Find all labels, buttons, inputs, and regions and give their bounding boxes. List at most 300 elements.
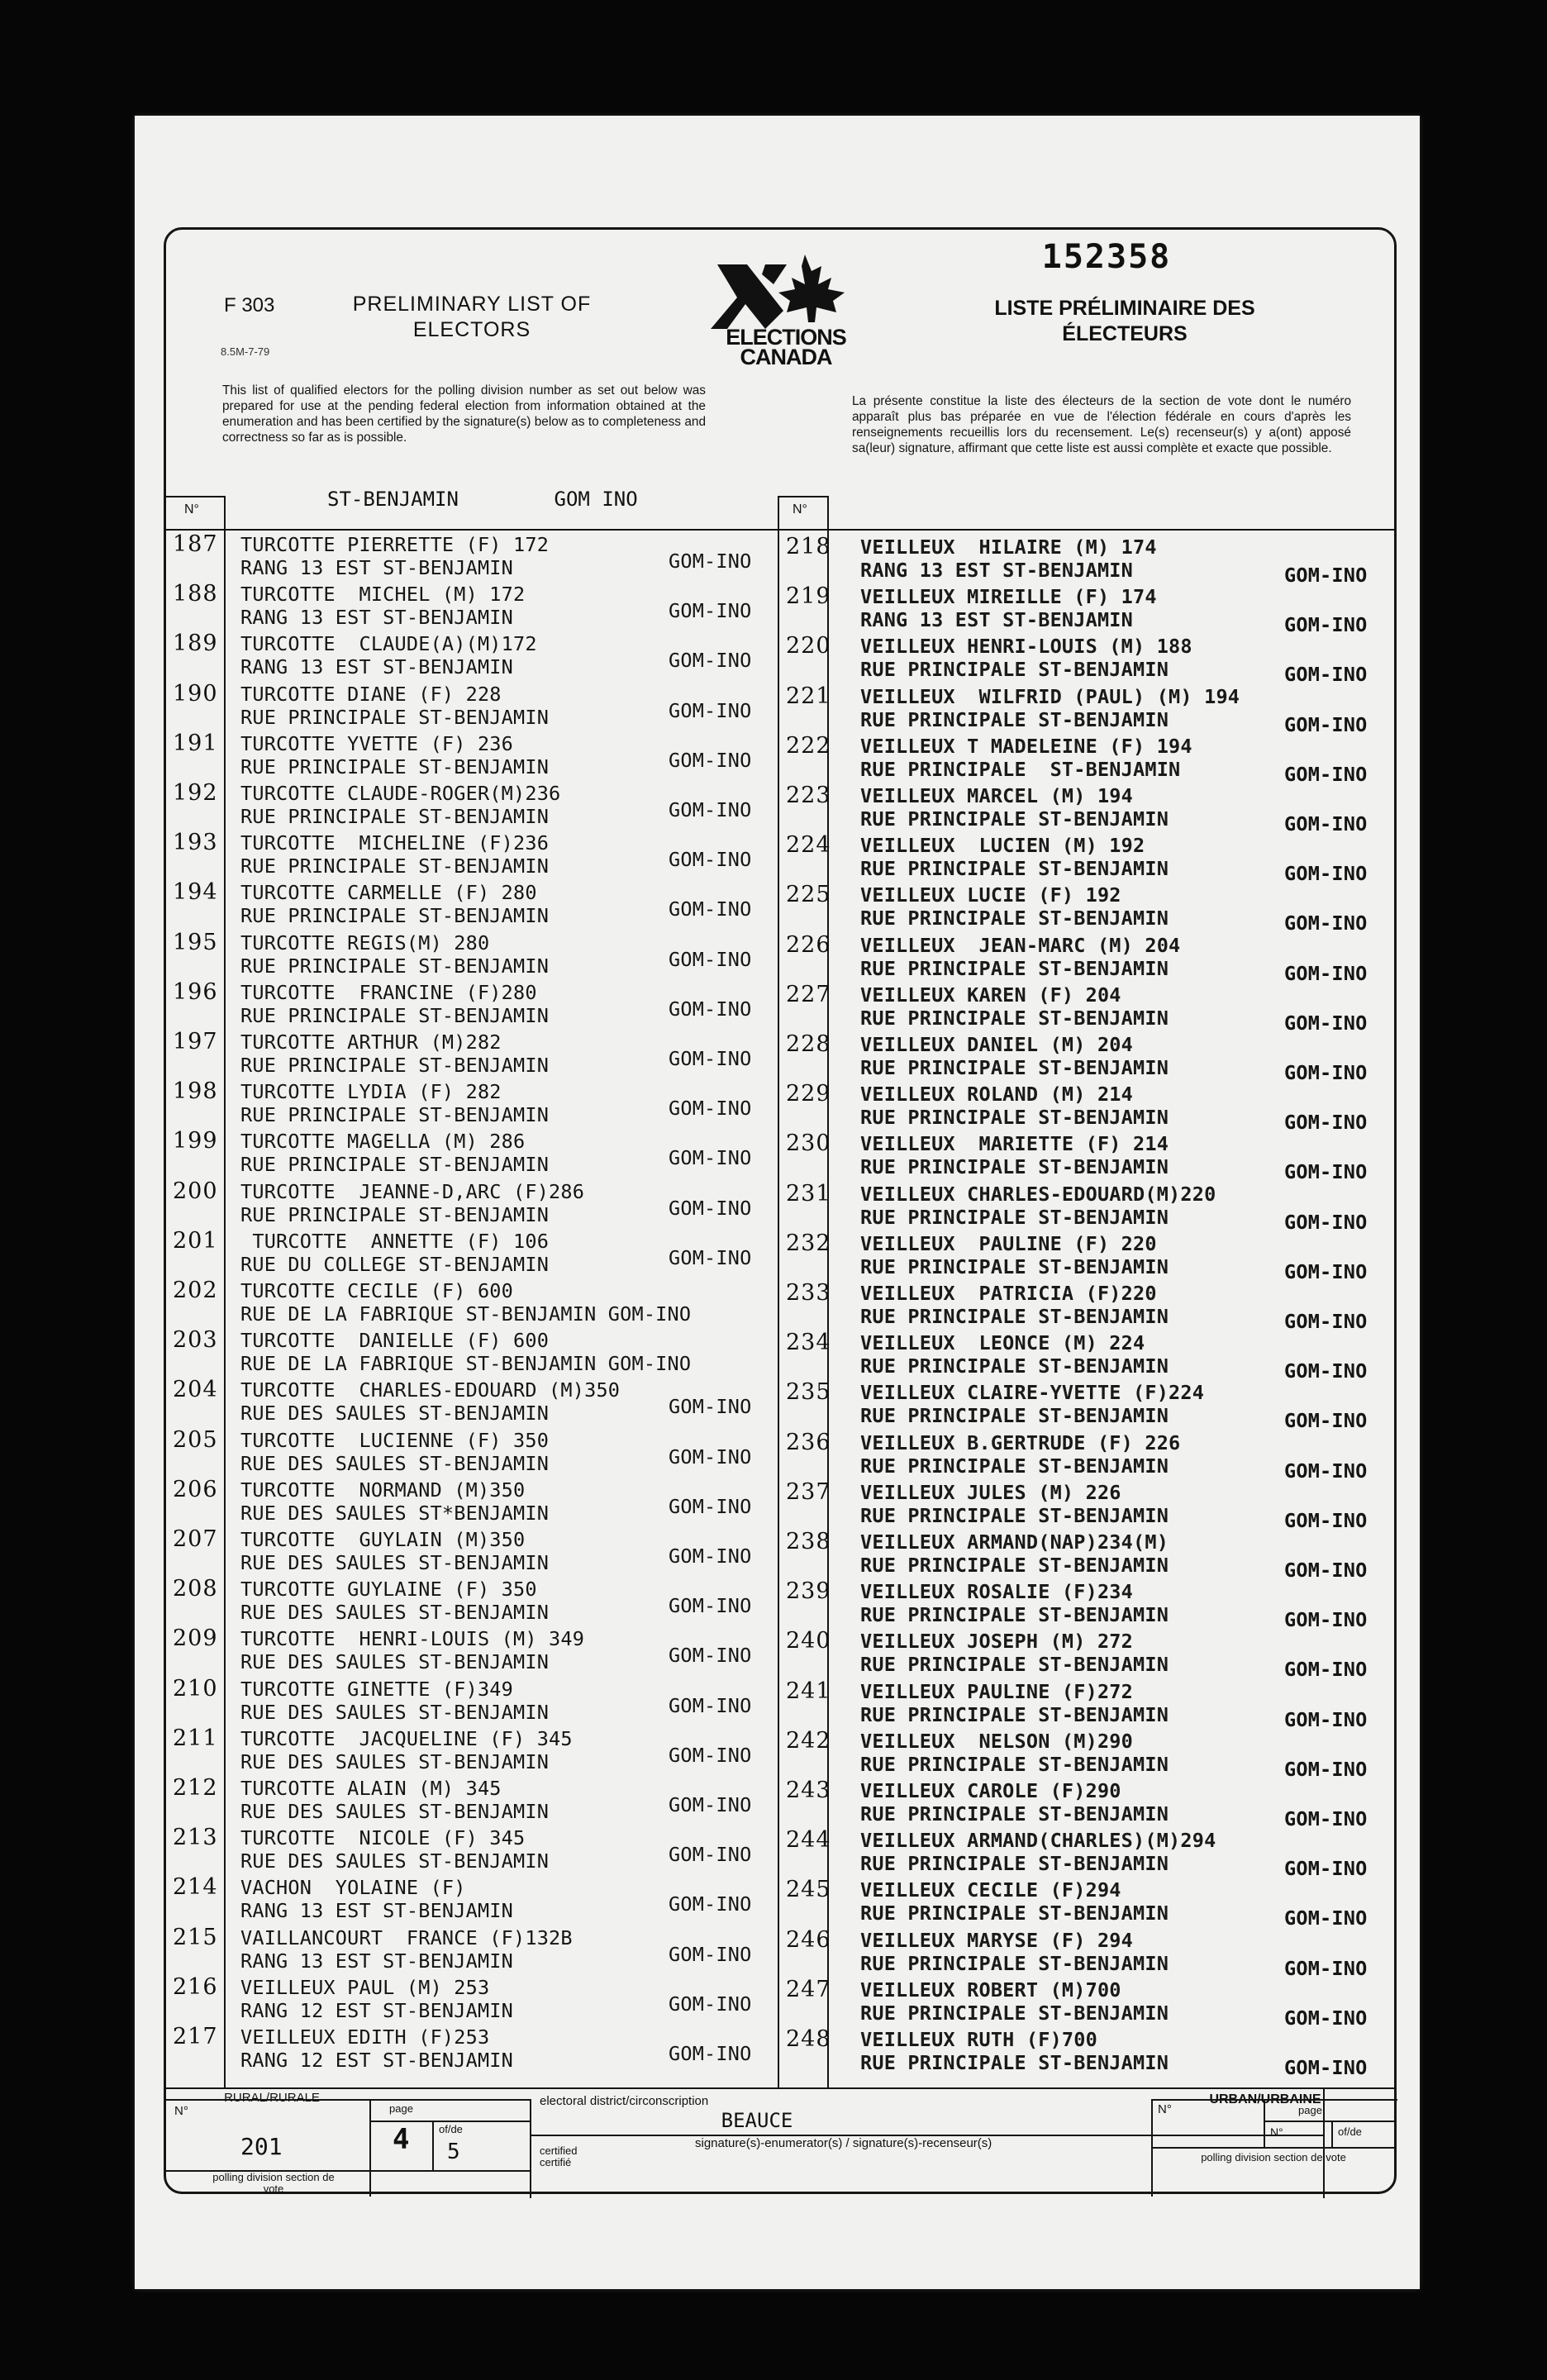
elector-address: RUE PRINCIPALE ST-BENJAMIN	[860, 1254, 1169, 1278]
elector-name: TURCOTTE FRANCINE (F)280	[240, 980, 537, 1004]
elector-number: 214	[173, 1874, 218, 1901]
elector-number: 248	[786, 2026, 831, 2052]
elector-name: VEILLEUX B.GERTRUDE (F) 226	[860, 1430, 1181, 1454]
elector-name: VEILLEUX PATRICIA (F)220	[860, 1282, 1157, 1305]
elector-address: RUE PRINCIPALE ST-BENJAMIN	[860, 1106, 1169, 1130]
elector-name: TURCOTTE JEANNE-D,ARC (F)286	[240, 1179, 585, 1203]
elector-entry	[166, 1675, 1396, 1731]
elector-name: TURCOTTE CLAUDE(A)(M)172	[240, 632, 537, 656]
elector-entry	[166, 1476, 1396, 1532]
elector-name: TURCOTTE CECILE (F) 600	[240, 1279, 514, 1302]
elector-address: RUE PRINCIPALE ST-BENJAMIN	[860, 1852, 1169, 1876]
elector-number: 241	[786, 1678, 831, 1704]
elector-number: 203	[173, 1327, 218, 1354]
elector-address: RUE PRINCIPALE ST-BENJAMIN	[860, 1603, 1169, 1627]
elector-municipality: GOM-INO	[1284, 762, 1368, 786]
elector-municipality: GOM-INO	[1284, 1608, 1368, 1632]
elector-name: TURCOTTE ANNETTE (F) 106	[240, 1229, 550, 1253]
urban-divider-1	[1264, 2099, 1265, 2147]
elector-name: VEILLEUX JOSEPH (M) 272	[860, 1630, 1134, 1654]
elector-number: 238	[786, 1529, 831, 1554]
elector-address: RANG 12 EST ST-BENJAMIN	[240, 1998, 514, 2022]
elector-municipality: GOM-INO	[669, 1545, 752, 1568]
serial-number: 152358	[1041, 238, 1172, 276]
elector-name: TURCOTTE NICOLE (F) 345	[240, 1826, 526, 1850]
elector-name: VEILLEUX CECILE (F)294	[860, 1878, 1121, 1902]
elector-number: 204	[173, 1377, 218, 1403]
elector-address: RUE PRINCIPALE ST-BENJAMIN	[860, 1454, 1169, 1478]
elector-address: RUE PRINCIPALE ST-BENJAMIN	[240, 1003, 550, 1027]
elector-address: RUE PRINCIPALE ST-BENJAMIN	[860, 1902, 1169, 1925]
elector-number: 240	[786, 1628, 831, 1654]
elector-entry	[166, 1379, 1396, 1433]
elector-entry	[166, 1081, 1396, 1135]
urban-page-no-label: N°	[1270, 2125, 1283, 2139]
print-code: 8.5M-7-79	[221, 345, 270, 358]
elector-address: RUE PRINCIPALE ST-BENJAMIN	[860, 1205, 1169, 1229]
elector-address: RUE PRINCIPALE ST-BENJAMIN	[240, 754, 550, 778]
notice-english: This list of qualified electors for the polling division number as set out below was prepared for use at the pending federal election from information obtained at the enumeration and has been certified by the signature(s) below as to completeness and correctness so far as is possible.	[222, 383, 706, 445]
elector-entry	[166, 1529, 1396, 1582]
elector-name: VEILLEUX MARCEL (M) 194	[860, 784, 1134, 807]
elector-number: 223	[786, 783, 831, 808]
elector-address: RUE DES SAULES ST-BENJAMIN	[240, 1749, 550, 1773]
elector-address: RUE PRINCIPALE ST-BENJAMIN	[240, 954, 550, 978]
elector-entry	[166, 1976, 1396, 2030]
elector-address: RUE PRINCIPALE ST-BENJAMIN	[860, 1155, 1169, 1179]
elector-entry	[166, 2026, 1396, 2079]
left-number-header: N°	[184, 502, 199, 516]
urban-no-label: N°	[1158, 2102, 1172, 2116]
elector-number: 217	[173, 2024, 218, 2049]
elector-municipality: GOM-INO	[669, 698, 752, 722]
elector-municipality: GOM-INO	[669, 1146, 752, 1170]
elector-number: 225	[786, 882, 831, 908]
elector-name: VEILLEUX HILAIRE (M) 174	[860, 536, 1157, 559]
elector-address: RUE PRINCIPALE ST-BENJAMIN	[240, 904, 550, 928]
elector-name: TURCOTTE DIANE (F) 228	[240, 682, 502, 706]
elector-name: TURCOTTE JACQUELINE (F) 345	[240, 1726, 573, 1750]
elector-entry	[166, 1628, 1396, 1682]
elector-name: TURCOTTE MICHEL (M) 172	[240, 583, 526, 607]
elector-municipality: GOM-INO	[669, 1047, 752, 1070]
elector-municipality: GOM-INO	[1284, 812, 1368, 835]
elector-entry	[166, 730, 1396, 786]
elector-number: 201	[173, 1227, 218, 1254]
elector-address: RUE PRINCIPALE ST-BENJAMIN	[240, 1103, 550, 1127]
elector-number: 191	[173, 730, 218, 756]
elector-municipality: GOM-INO	[1284, 2056, 1368, 2079]
elector-name: VEILLEUX ARMAND(CHARLES)(M)294	[860, 1829, 1216, 1853]
elector-municipality: GOM-INO	[1284, 613, 1368, 637]
elector-address: RUE PRINCIPALE ST-BENJAMIN	[860, 1554, 1169, 1577]
elector-municipality: GOM-INO	[1284, 1956, 1368, 1980]
rural-label: RURAL/RURALE	[224, 2091, 320, 2105]
elector-entry	[166, 1429, 1396, 1483]
elector-number: 218	[786, 534, 831, 559]
elector-municipality: GOM-INO	[669, 1097, 752, 1121]
elector-address: RUE DE LA FABRIQUE ST-BENJAMIN GOM-INO	[240, 1302, 692, 1326]
elector-name: VEILLEUX NELSON (M)290	[860, 1729, 1134, 1753]
elector-number: 232	[786, 1230, 831, 1256]
elector-name: VEILLEUX EDITH (F)253	[240, 2025, 490, 2049]
elector-number: 199	[173, 1128, 218, 1154]
elector-name: VAILLANCOURT FRANCE (F)132B	[240, 1925, 573, 1949]
logo-text-canada: CANADA	[740, 345, 832, 369]
elector-address: RUE PRINCIPALE ST-BENJAMIN	[860, 1305, 1169, 1328]
elector-number: 210	[173, 1675, 218, 1702]
urban-page-rule	[1264, 2121, 1396, 2122]
rural-box-divider	[369, 2099, 371, 2197]
elector-number: 213	[173, 1825, 218, 1851]
elector-name: VEILLEUX PAULINE (F)272	[860, 1679, 1134, 1703]
polling-number: 201	[240, 2133, 283, 2160]
elector-number: 195	[173, 929, 218, 955]
elector-municipality: GOM-INO	[669, 1395, 752, 1419]
elector-address: RUE PRINCIPALE ST-BENJAMIN	[860, 2001, 1169, 2025]
elector-municipality: GOM-INO	[1284, 564, 1368, 587]
elector-entry	[166, 583, 1396, 637]
elector-municipality: GOM-INO	[669, 1992, 752, 2016]
elector-entry	[166, 981, 1396, 1035]
elector-municipality: GOM-INO	[1284, 1906, 1368, 1930]
notice-french: La présente constitue la liste des électeurs de la section de vote dont le numéro apparaît plus bas préparée en vue de l'élection fédérale en cours d'après les renseignements recueillis lors du recensement. Le(s) recenseur(s) y a(ont) apposé sa(leur) signature, affirmant que cette liste est aussi complète et exacte que possible.	[852, 394, 1351, 455]
elector-number: 211	[173, 1725, 218, 1751]
elector-name: VEILLEUX ARMAND(NAP)234(M)	[860, 1530, 1169, 1554]
elector-address: RUE DES SAULES ST-BENJAMIN	[240, 1551, 550, 1574]
elector-municipality: GOM-INO	[669, 649, 752, 673]
district-label: electoral district/circonscription	[540, 2094, 709, 2108]
elector-name: TURCOTTE ALAIN (M) 345	[240, 1777, 502, 1800]
elector-name: VEILLEUX MARIETTE (F) 214	[860, 1132, 1169, 1156]
elector-name: VEILLEUX PAUL (M) 253	[240, 1975, 490, 1999]
electors-list-form	[164, 227, 1397, 2194]
elector-municipality: GOM-INO	[669, 848, 752, 872]
elector-address: RUE PRINCIPALE ST-BENJAMIN	[860, 956, 1169, 980]
elector-number: 247	[786, 1976, 831, 2002]
elector-municipality: GOM-INO	[1284, 1111, 1368, 1135]
elector-name: TURCOTTE GINETTE (F)349	[240, 1677, 514, 1701]
logo-wordmark	[707, 327, 864, 367]
rural-page-label: page	[389, 2102, 413, 2115]
elector-municipality: GOM-INO	[669, 1494, 752, 1518]
elector-address: RUE DES SAULES ST-BENJAMIN	[240, 1650, 550, 1674]
elector-entry	[166, 1227, 1396, 1283]
elector-municipality: GOM-INO	[1284, 712, 1368, 736]
urban-of-label: of/de	[1338, 2125, 1362, 2138]
elector-number: 235	[786, 1379, 831, 1406]
elector-municipality: GOM-INO	[669, 748, 752, 772]
elector-entry	[166, 1031, 1396, 1084]
elector-address: RUE PRINCIPALE ST-BENJAMIN	[860, 1404, 1169, 1428]
elector-municipality: GOM-INO	[669, 1594, 752, 1618]
elector-address: RUE PRINCIPALE ST-BENJAMIN	[860, 1354, 1169, 1378]
elector-municipality: GOM-INO	[1284, 1508, 1368, 1532]
elector-name: VEILLEUX ROLAND (M) 214	[860, 1083, 1134, 1107]
elector-entry	[166, 832, 1396, 886]
elector-municipality: GOM-INO	[1284, 1658, 1368, 1682]
elector-number: 212	[173, 1775, 218, 1801]
elector-name: VEILLEUX JEAN-MARC (M) 204	[860, 933, 1181, 957]
elector-address: RANG 12 EST ST-BENJAMIN	[240, 2049, 514, 2072]
elector-entry	[166, 1778, 1396, 1830]
elector-municipality: GOM-INO	[1284, 1707, 1368, 1731]
elector-number: 244	[786, 1827, 831, 1854]
elector-address: RUE DES SAULES ST-BENJAMIN	[240, 1451, 550, 1475]
elector-name: VEILLEUX LUCIEN (M) 192	[860, 834, 1145, 858]
elector-name: TURCOTTE ARTHUR (M)282	[240, 1031, 502, 1054]
elector-entry	[166, 1130, 1396, 1184]
elector-entry	[166, 1827, 1396, 1881]
elector-number: 207	[173, 1526, 218, 1552]
elector-address: RUE DES SAULES ST-BENJAMIN	[240, 1700, 550, 1724]
elector-municipality: GOM-INO	[1284, 1757, 1368, 1781]
elector-number: 200	[173, 1178, 218, 1204]
elector-municipality: GOM-INO	[1284, 1160, 1368, 1184]
elector-number: 245	[786, 1877, 831, 1903]
elector-municipality: GOM-INO	[1284, 1359, 1368, 1383]
elector-name: TURCOTTE CARMELLE (F) 280	[240, 881, 537, 905]
elector-number: 226	[786, 931, 831, 958]
elector-name: TURCOTTE LUCIENNE (F) 350	[240, 1428, 550, 1452]
page-number: 4	[393, 2123, 410, 2156]
elector-name: VEILLEUX CHARLES-EDOUARD(M)220	[860, 1182, 1216, 1206]
elector-number: 224	[786, 832, 831, 859]
elector-name: VEILLEUX KAREN (F) 204	[860, 983, 1121, 1007]
elector-name: VEILLEUX T MADELEINE (F) 194	[860, 734, 1192, 758]
right-number-box-top	[778, 496, 827, 497]
elector-municipality: GOM-INO	[1284, 961, 1368, 985]
elector-municipality: GOM-INO	[1284, 2006, 1368, 2030]
elector-number: 233	[786, 1280, 831, 1306]
elector-address: RUE PRINCIPALE ST-BENJAMIN	[860, 907, 1169, 931]
elector-address: RUE PRINCIPALE ST-BENJAMIN	[860, 1056, 1169, 1079]
elector-number: 197	[173, 1029, 218, 1054]
elector-number: 227	[786, 981, 831, 1007]
elector-number: 230	[786, 1130, 831, 1157]
elector-name: VEILLEUX MIREILLE (F) 174	[860, 585, 1157, 609]
elector-municipality: GOM-INO	[669, 897, 752, 921]
elector-name: TURCOTTE CHARLES-EDOUARD (M)350	[240, 1378, 621, 1402]
elector-municipality: GOM-INO	[1284, 1807, 1368, 1830]
elector-number: 202	[173, 1278, 218, 1303]
elector-municipality: GOM-INO	[1284, 1210, 1368, 1234]
elector-name: VEILLEUX PAULINE (F) 220	[860, 1231, 1157, 1255]
elector-municipality: GOM-INO	[1284, 663, 1368, 687]
elector-municipality: GOM-INO	[1284, 1011, 1368, 1035]
elector-entry	[166, 1877, 1396, 1930]
elector-name: VEILLEUX ROSALIE (F)234	[860, 1580, 1134, 1604]
division-label: ST-BENJAMIN GOM INO	[327, 488, 638, 511]
elector-entry	[166, 633, 1396, 687]
elector-municipality: GOM-INO	[1284, 1061, 1368, 1084]
elector-number: 188	[173, 581, 218, 607]
elector-number: 236	[786, 1429, 831, 1455]
elector-address: RUE DE LA FABRIQUE ST-BENJAMIN GOM-INO	[240, 1352, 692, 1376]
elector-address: RUE PRINCIPALE ST-BENJAMIN	[860, 757, 1181, 781]
elector-municipality: GOM-INO	[1284, 1559, 1368, 1582]
elector-address: RUE PRINCIPALE ST-BENJAMIN	[240, 1054, 550, 1077]
page-total: 5	[447, 2140, 460, 2164]
elector-municipality: GOM-INO	[1284, 1310, 1368, 1333]
elector-address: RUE PRINCIPALE ST-BENJAMIN	[240, 1202, 550, 1226]
elector-address: RUE DU COLLEGE ST-BENJAMIN	[240, 1252, 550, 1276]
elector-address: RUE PRINCIPALE ST-BENJAMIN	[860, 857, 1169, 881]
elector-entry	[166, 929, 1396, 985]
elector-municipality: GOM-INO	[669, 550, 752, 573]
elector-number: 198	[173, 1078, 218, 1105]
left-number-box-top	[166, 496, 224, 497]
elector-municipality: GOM-INO	[669, 1843, 752, 1867]
title-french: LISTE PRÉLIMINAIRE DES ÉLECTEURS	[994, 297, 1255, 345]
elector-number: 215	[173, 1924, 218, 1950]
elector-name: TURCOTTE GUYLAINE (F) 350	[240, 1578, 537, 1602]
elector-address: RUE PRINCIPALE ST-BENJAMIN	[860, 1951, 1169, 1975]
elector-number: 228	[786, 1031, 831, 1057]
elector-address: RUE DES SAULES ST-BENJAMIN	[240, 1402, 550, 1426]
elector-address: RUE DES SAULES ST-BENJAMIN	[240, 1800, 550, 1823]
elector-address: RUE PRINCIPALE ST-BENJAMIN	[240, 854, 550, 878]
elector-number: 239	[786, 1578, 831, 1605]
elector-address: RUE DES SAULES ST-BENJAMIN	[240, 1601, 550, 1625]
elector-municipality: GOM-INO	[669, 798, 752, 821]
elector-number: 196	[173, 978, 218, 1005]
elector-address: RANG 13 EST ST-BENJAMIN	[240, 655, 514, 679]
elector-address: RUE PRINCIPALE ST-BENJAMIN	[240, 705, 550, 729]
elector-address: RUE PRINCIPALE ST-BENJAMIN	[860, 1702, 1169, 1726]
elector-number: 206	[173, 1476, 218, 1502]
elector-name: TURCOTTE CLAUDE-ROGER(M)236	[240, 782, 561, 805]
elector-number: 192	[173, 780, 218, 806]
elector-address: RUE PRINCIPALE ST-BENJAMIN	[860, 658, 1169, 682]
urban-bottom-rule	[1151, 2147, 1396, 2149]
elector-address: RUE PRINCIPALE ST-BENJAMIN	[860, 807, 1169, 831]
elector-number: 221	[786, 683, 831, 709]
elector-municipality: GOM-INO	[1284, 912, 1368, 935]
elector-number: 242	[786, 1727, 831, 1754]
polling-division-label: polling division section de vote	[212, 2171, 335, 2195]
elector-number: 187	[173, 531, 218, 557]
elector-name: TURCOTTE HENRI-LOUIS (M) 349	[240, 1627, 585, 1651]
urban-polling-label: polling division section de vote	[1201, 2151, 1346, 2163]
elector-number: 209	[173, 1626, 218, 1652]
elector-address: RUE PRINCIPALE ST-BENJAMIN	[240, 1153, 550, 1177]
elector-entry	[166, 680, 1396, 736]
elector-number: 189	[173, 631, 218, 657]
elector-number: 246	[786, 1926, 831, 1953]
elector-address: RUE PRINCIPALE ST-BENJAMIN	[860, 707, 1169, 731]
urban-page-label: page	[1298, 2104, 1322, 2116]
elector-number: 194	[173, 879, 218, 906]
elector-municipality: GOM-INO	[669, 1892, 752, 1916]
elector-address: RANG 13 EST ST-BENJAMIN	[240, 556, 514, 579]
page-divider	[432, 2121, 434, 2170]
elector-entry	[166, 1330, 1396, 1383]
elector-entry	[166, 1578, 1396, 1632]
logo-text-elections: ELECTIONS	[726, 325, 846, 350]
elector-name: TURCOTTE NORMAND (M)350	[240, 1478, 526, 1502]
elector-address: RUE DES SAULES ST-BENJAMIN	[240, 1849, 550, 1873]
elector-number: 190	[173, 680, 218, 707]
elector-entry	[166, 534, 1396, 587]
elector-municipality: GOM-INO	[669, 1793, 752, 1816]
elector-address: RUE PRINCIPALE ST-BENJAMIN	[240, 805, 550, 828]
elector-entry	[166, 1725, 1396, 1781]
elector-number: 231	[786, 1180, 831, 1207]
elector-municipality: GOM-INO	[669, 1644, 752, 1668]
elector-entry	[166, 1280, 1396, 1333]
elector-municipality: GOM-INO	[669, 947, 752, 971]
elector-number: 222	[786, 732, 831, 759]
elector-entry	[166, 783, 1396, 835]
elector-name: TURCOTTE DANIELLE (F) 600	[240, 1329, 550, 1353]
elector-municipality: GOM-INO	[669, 1693, 752, 1717]
elector-address: RUE PRINCIPALE ST-BENJAMIN	[860, 1802, 1169, 1825]
elector-name: VEILLEUX HENRI-LOUIS (M) 188	[860, 635, 1192, 659]
elector-address: RANG 13 EST ST-BENJAMIN	[240, 1949, 514, 1973]
right-number-header: N°	[793, 502, 807, 516]
elector-name: VEILLEUX ROBERT (M)700	[860, 1978, 1121, 2002]
elector-municipality: GOM-INO	[669, 1743, 752, 1767]
elector-address: RANG 13 EST ST-BENJAMIN	[860, 608, 1134, 632]
elector-municipality: GOM-INO	[1284, 1259, 1368, 1283]
elector-name: TURCOTTE LYDIA (F) 282	[240, 1080, 502, 1104]
elector-municipality: GOM-INO	[669, 1445, 752, 1468]
elector-municipality: GOM-INO	[669, 1942, 752, 1966]
signature-label: signature(s)-enumerator(s) / signature(s)-recenseur(s)	[695, 2136, 992, 2150]
elector-municipality: GOM-INO	[1284, 1409, 1368, 1433]
elector-address: RUE DES SAULES ST*BENJAMIN	[240, 1501, 550, 1525]
elector-name: VEILLEUX JULES (M) 226	[860, 1480, 1121, 1504]
form-code: F 303	[224, 294, 275, 317]
elector-number: 237	[786, 1478, 831, 1505]
list-top-rule	[166, 529, 1396, 531]
elector-name: VEILLEUX LUCIE (F) 192	[860, 883, 1121, 907]
elector-name: VEILLEUX MARYSE (F) 294	[860, 1928, 1134, 1952]
elector-entry	[166, 882, 1396, 935]
elector-name: TURCOTTE MAGELLA (M) 286	[240, 1130, 526, 1154]
elector-name: VEILLEUX WILFRID (PAUL) (M) 194	[860, 684, 1240, 708]
elector-address: RANG 13 EST ST-BENJAMIN	[860, 559, 1134, 582]
elector-name: VEILLEUX LEONCE (M) 224	[860, 1331, 1145, 1355]
elector-name: VACHON YOLAINE (F)	[240, 1876, 466, 1900]
elector-address: RUE PRINCIPALE ST-BENJAMIN	[860, 1653, 1169, 1677]
elector-municipality: GOM-INO	[669, 2042, 752, 2065]
elector-number: 219	[786, 583, 831, 610]
elector-number: 216	[173, 1973, 218, 2000]
elector-number: 193	[173, 830, 218, 856]
elector-number: 243	[786, 1778, 831, 1803]
elector-name: VEILLEUX DANIEL (M) 204	[860, 1033, 1134, 1056]
elector-number: 205	[173, 1426, 218, 1453]
elector-number: 208	[173, 1576, 218, 1602]
rural-of-label: of/de	[439, 2123, 463, 2135]
elector-municipality: GOM-INO	[669, 599, 752, 623]
elector-name: TURCOTTE YVETTE (F) 236	[240, 731, 514, 755]
elector-municipality: GOM-INO	[1284, 1857, 1368, 1881]
elector-number: 234	[786, 1330, 831, 1356]
elector-name: VEILLEUX CLAIRE-YVETTE (F)224	[860, 1381, 1205, 1405]
elector-name: VEILLEUX CAROLE (F)290	[860, 1779, 1121, 1802]
elector-number: 229	[786, 1081, 831, 1107]
elector-name: TURCOTTE MICHELINE (F)236	[240, 831, 550, 855]
elector-name: TURCOTTE GUYLAIN (M)350	[240, 1528, 526, 1551]
elector-address: RUE PRINCIPALE ST-BENJAMIN	[860, 2051, 1169, 2074]
elector-municipality: GOM-INO	[669, 997, 752, 1021]
rural-no-label: N°	[174, 2104, 188, 2118]
elector-entry	[166, 1180, 1396, 1234]
page-header-rule	[369, 2121, 531, 2122]
